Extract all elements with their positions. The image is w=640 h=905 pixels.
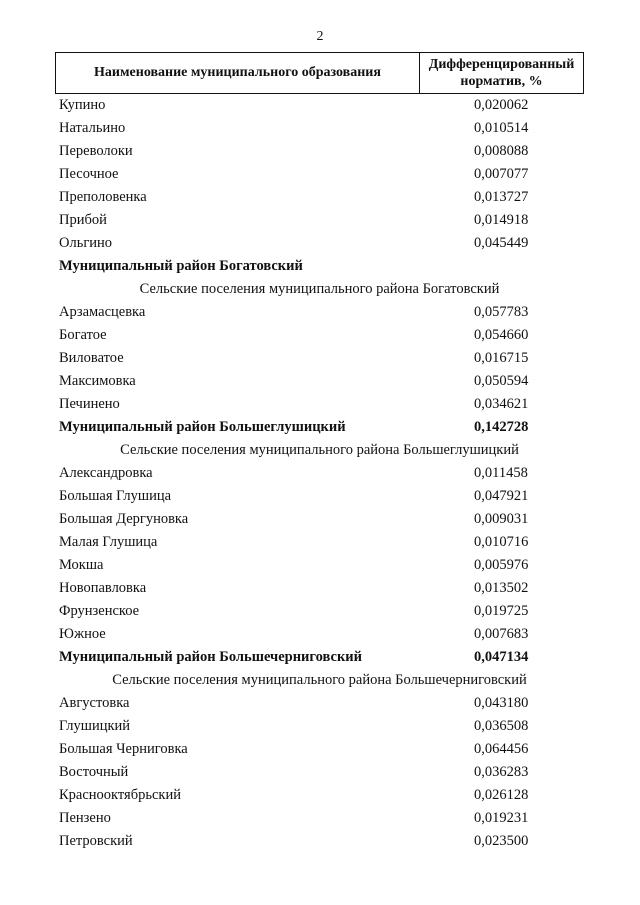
table-row: [0, 370, 640, 393]
table-row: [0, 485, 640, 508]
table-row: [0, 347, 640, 370]
header-normative: [420, 53, 583, 93]
settlement-name: Пензено: [59, 810, 111, 826]
table-row: [0, 301, 640, 324]
normative-value: 0,008088: [474, 143, 529, 159]
normative-value: 0,043180: [474, 695, 529, 711]
table-row: [0, 140, 640, 163]
settlement-name: Арзамасцевка: [59, 304, 146, 320]
table-row: [0, 531, 640, 554]
normative-value: 0,064456: [474, 741, 529, 757]
settlement-name: Восточный: [59, 764, 129, 780]
normative-value: 0,020062: [474, 97, 529, 113]
settlement-name: Мокша: [59, 557, 104, 573]
district-name: Муниципальный район Большеглушицкий: [59, 419, 346, 435]
district-name: Муниципальный район Большечерниговский: [59, 649, 363, 665]
table-row: [0, 600, 640, 623]
header-normative-line1: Дифференцированный: [428, 57, 575, 72]
settlement-name: Краснооктябрьский: [59, 787, 181, 803]
settlement-name: Большая Дергуновка: [59, 511, 189, 527]
district-row: [0, 255, 640, 278]
header-municipality-name: Наименование муниципального образования: [56, 53, 420, 93]
settlement-name: Августовка: [59, 695, 130, 711]
table-row: [0, 577, 640, 600]
table-row: [0, 784, 640, 807]
section-subheading: [0, 278, 640, 301]
table-row: [0, 94, 640, 117]
table-row: [0, 830, 640, 853]
normative-value: 0,034621: [474, 396, 529, 412]
table-body: [0, 94, 640, 853]
table-row: [0, 738, 640, 761]
normative-value: 0,054660: [474, 327, 529, 343]
normative-value: 0,010716: [474, 534, 529, 550]
settlement-name: Фрунзенское: [59, 603, 140, 619]
table-row: [0, 807, 640, 830]
district-normative-value: 0,142728: [474, 419, 529, 435]
settlement-name: Малая Глушица: [59, 534, 158, 550]
table-row: [0, 393, 640, 416]
settlement-name: Купино: [59, 97, 106, 113]
normative-value: 0,047921: [474, 488, 529, 504]
table-row: [0, 508, 640, 531]
normative-value: 0,010514: [474, 120, 529, 136]
page-number: 2: [316, 29, 324, 44]
settlement-name: Новопавловка: [59, 580, 147, 596]
settlement-name: Александровка: [59, 465, 153, 481]
section-subheading: [0, 669, 640, 692]
district-normative-value: 0,047134: [474, 649, 529, 665]
settlement-name: Преполовенка: [59, 189, 147, 205]
normative-value: 0,050594: [474, 373, 529, 389]
normative-value: 0,009031: [474, 511, 529, 527]
normative-value: 0,057783: [474, 304, 529, 320]
table-row: [0, 232, 640, 255]
subheading-title: Сельские поселения муниципального района Большеглушицкий: [120, 442, 519, 458]
table-row: [0, 163, 640, 186]
normative-value: 0,019231: [474, 810, 529, 826]
settlement-name: Глушицкий: [59, 718, 131, 734]
table-row: [0, 761, 640, 784]
subheading-title: Сельские поселения муниципального района Богатовский: [139, 281, 500, 297]
table-row: [0, 462, 640, 485]
settlement-name: Песочное: [59, 166, 119, 182]
subheading-title: Сельские поселения муниципального района Большечерниговский: [112, 672, 527, 688]
settlement-name: Печинено: [59, 396, 120, 412]
table-row: [0, 186, 640, 209]
settlement-name: Большая Глушица: [59, 488, 172, 504]
table-row: [0, 209, 640, 232]
table-row: [0, 623, 640, 646]
table-row: [0, 554, 640, 577]
normative-value: 0,019725: [474, 603, 529, 619]
normative-value: 0,014918: [474, 212, 529, 228]
district-row: [0, 646, 640, 669]
table-row: [0, 692, 640, 715]
settlement-name: Южное: [59, 626, 106, 642]
table-row: [0, 117, 640, 140]
normative-value: 0,026128: [474, 787, 529, 803]
normative-value: 0,036283: [474, 764, 529, 780]
normative-value: 0,045449: [474, 235, 529, 251]
settlement-name: Виловатое: [59, 350, 124, 366]
table-row: [0, 324, 640, 347]
normative-value: 0,013727: [474, 189, 529, 205]
settlement-name: Петровский: [59, 833, 133, 849]
header-normative-line2: норматив, %: [460, 74, 543, 89]
settlement-name: Натальино: [59, 120, 126, 136]
normative-value: 0,036508: [474, 718, 529, 734]
table-header: [55, 52, 584, 94]
normative-value: 0,013502: [474, 580, 529, 596]
settlement-name: Богатое: [59, 327, 107, 343]
normative-value: 0,007683: [474, 626, 529, 642]
district-row: [0, 416, 640, 439]
normative-value: 0,005976: [474, 557, 529, 573]
normative-value: 0,011458: [474, 465, 528, 481]
normative-value: 0,007077: [474, 166, 529, 182]
normative-value: 0,023500: [474, 833, 529, 849]
table-row: [0, 715, 640, 738]
district-name: Муниципальный район Богатовский: [59, 258, 303, 274]
normative-value: 0,016715: [474, 350, 529, 366]
settlement-name: Ольгино: [59, 235, 113, 251]
settlement-name: Большая Черниговка: [59, 741, 188, 757]
settlement-name: Максимовка: [59, 373, 136, 389]
settlement-name: Переволоки: [59, 143, 133, 159]
section-subheading: [0, 439, 640, 462]
settlement-name: Прибой: [59, 212, 107, 228]
